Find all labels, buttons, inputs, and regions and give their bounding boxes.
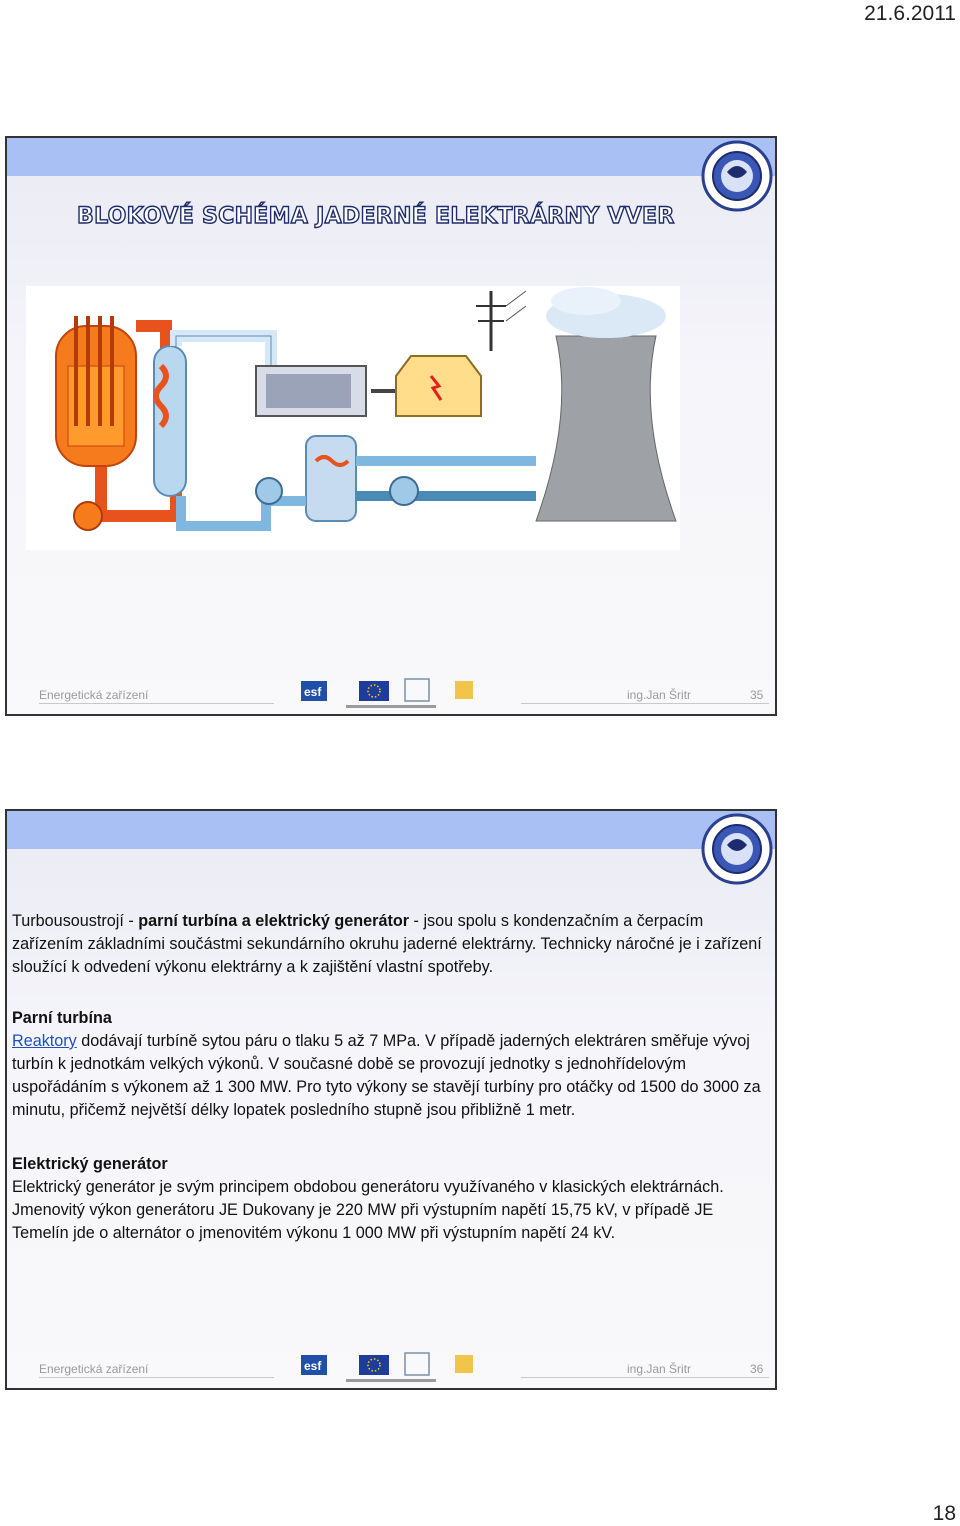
generator	[396, 356, 481, 416]
turbine-text: dodávají turbíně sytou páru o tlaku 5 až 7 MPa. V případě jaderných elektráren směřuje vývoj turbín k jednotkám velkých výkonů. V současné době se provozují jednotky s jednohřídelovým uspořádáním s výkonem až 1 300 MW. Pro tyto výkony se stavějí turbíny pro otáčky od 1500 do 3000 za minutu, přičemž největší délky lopatek posledního stupně jsou přibližně 1 metr.	[12, 1032, 761, 1119]
slide-number: 36	[750, 1362, 764, 1376]
reactors-link[interactable]: Reaktory	[12, 1032, 77, 1050]
eu-funding-logos	[301, 677, 491, 713]
slide-number: 35	[750, 688, 764, 702]
header-band	[7, 811, 775, 849]
intro-text: - jsou spolu s kondenzačním a čerpacím zařízením základními součástmi sekundárního okruhu jaderné elektrárny. Technicky náročné je i zařízení sloužící k odvedení výkonu elektrárny a k zajištění vlastní spotřeby.	[12, 912, 762, 976]
feedwater-pump-icon	[256, 478, 282, 504]
footer-divider	[39, 1377, 274, 1378]
generator-heading: Elektrický generátor	[12, 1155, 168, 1173]
slide-footer	[7, 674, 775, 714]
svg-text:esf: esf	[304, 685, 322, 699]
footer-divider	[521, 1377, 769, 1378]
vver-block-diagram	[26, 286, 680, 550]
generator-section	[12, 1153, 765, 1245]
footer-divider	[39, 703, 274, 704]
footer-author: ing.Jan Šritr	[627, 1362, 692, 1376]
steam-generator	[154, 346, 186, 496]
footer-course: Energetická zařízení	[39, 1362, 149, 1376]
intro-text: Turbousoustrojí -	[12, 912, 139, 930]
school-logo	[701, 140, 773, 212]
intro-emphasis: parní turbína a elektrický generátor	[138, 912, 410, 930]
footer-author: ing.Jan Šritr	[627, 688, 692, 702]
primary-pump-icon	[74, 502, 102, 530]
footer-divider	[521, 703, 769, 704]
slide-35	[5, 136, 777, 716]
cooling-pump-icon	[390, 477, 418, 505]
school-logo	[701, 813, 773, 885]
page-date: 21.6.2011	[864, 2, 956, 25]
slide-title: BLOKOVÉ SCHÉMA JADERNÉ ELEKTRÁRNY VVER	[77, 204, 675, 229]
svg-text:esf: esf	[304, 1359, 322, 1373]
turbine-heading: Parní turbína	[12, 1009, 112, 1027]
condenser	[306, 436, 356, 521]
intro-paragraph	[12, 910, 765, 979]
reactor-vessel	[56, 316, 136, 466]
slide-footer	[7, 1348, 775, 1388]
generator-text: Elektrický generátor je svým principem obdobou generátoru využívaného v klasických elektrárnách. Jmenovitý výkon generátoru JE Dukovany je 220 MW při výstupním napětí 15,75 kV, v případě JE Temelín jde o alternátor o jmenovitém výkonu 1 000 MW při výstupním napětí 24 kV.	[12, 1178, 724, 1242]
slide-36	[5, 809, 777, 1390]
page-number: 18	[932, 1502, 956, 1525]
footer-course: Energetická zařízení	[39, 688, 149, 702]
header-band	[7, 138, 775, 176]
eu-funding-logos	[301, 1351, 491, 1387]
turbine-section	[12, 1007, 765, 1122]
